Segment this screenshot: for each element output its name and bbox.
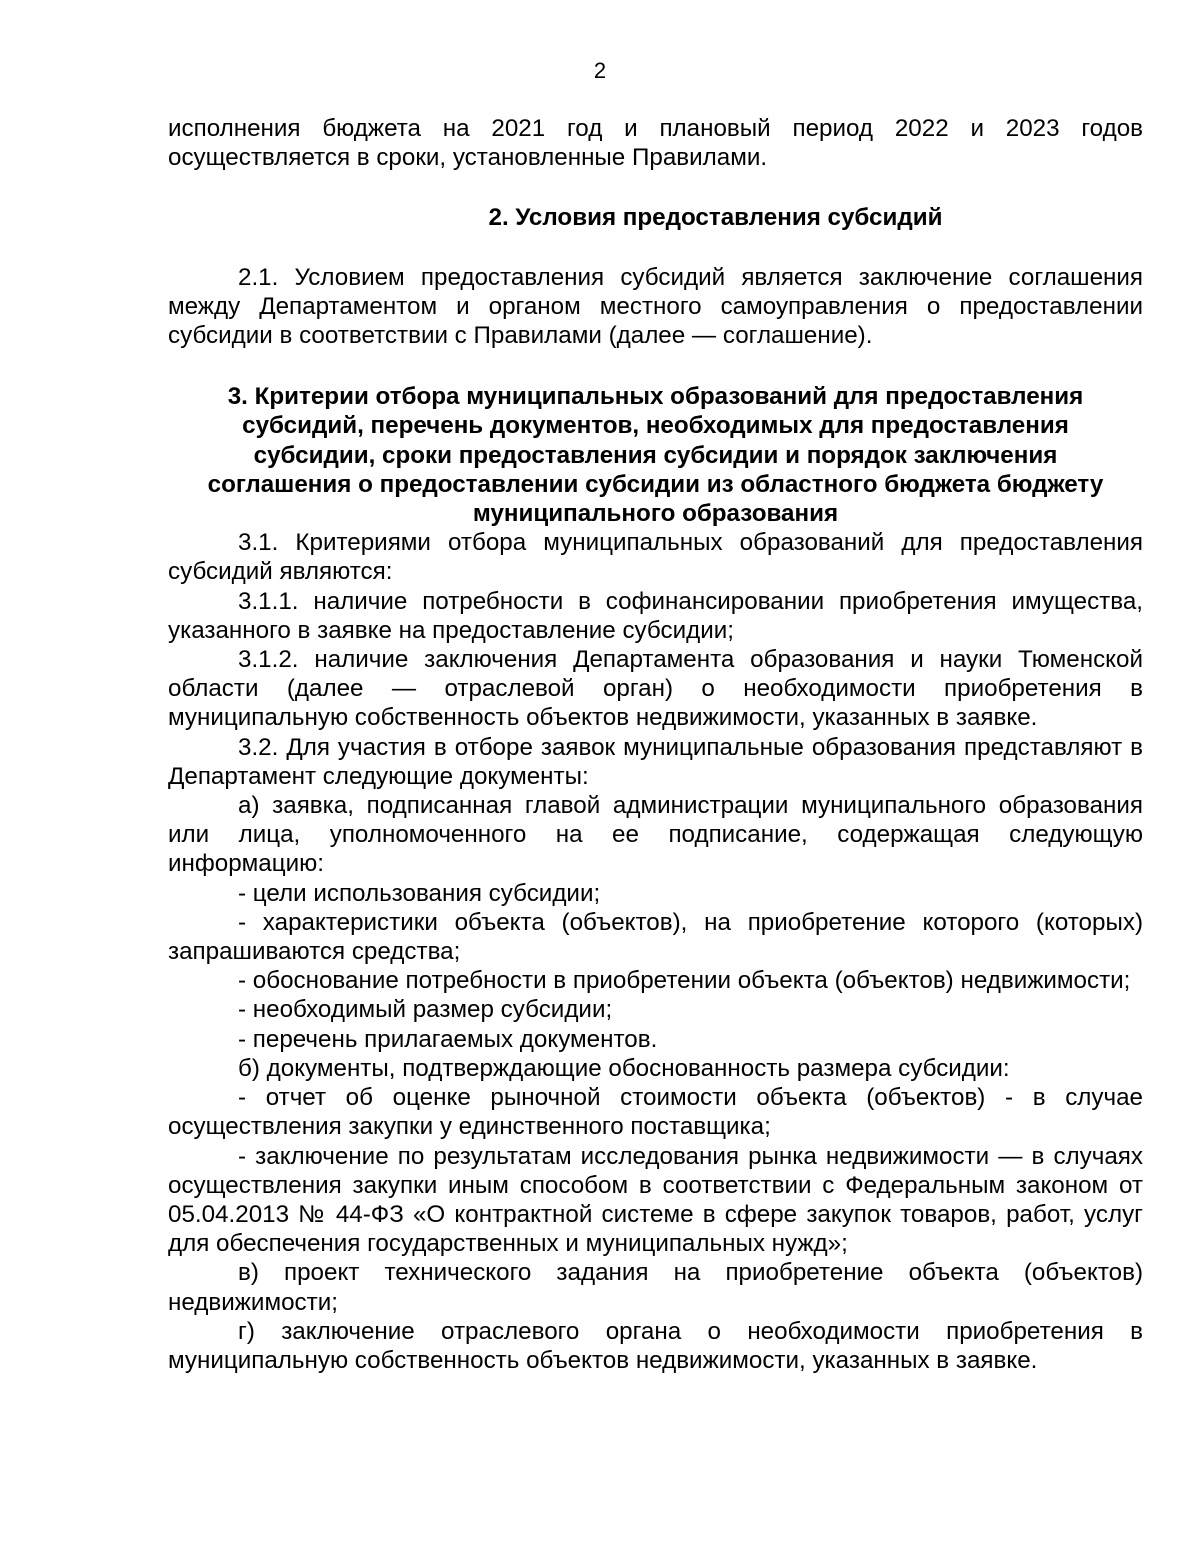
item-a-dash: - характеристики объекта (объектов), на приобретение которого (которых) запрашиваются средства;: [168, 908, 1143, 966]
paragraph-2-1: 2.1. Условием предоставления субсидий является заключение соглашения между Департаментом и органом местного самоуправления о предоставлении субсидии в соответствии с Правилами (далее — соглашение).: [168, 263, 1143, 350]
section-3-heading-line: субсидии, сроки предоставления субсидии и порядок заключения: [253, 441, 1058, 469]
item-v: в) проект технического задания на приобретение объекта (объектов) недвижимости;: [168, 1259, 1143, 1316]
item-a-dash: - обоснование потребности в приобретении объекта (объектов) недвижимости;: [238, 967, 1131, 995]
item-g: г) заключение отраслевого органа о необходимости приобретения в муниципальную собственность объектов недвижимости, указанных в заявке.: [168, 1317, 1143, 1374]
page-number: 2: [593, 58, 607, 83]
intro-paragraph: исполнения бюджета на 2021 год и плановый период 2022 и 2023 годов осуществляется в сроки, установленные Правилами.: [168, 115, 1143, 172]
document-body: [168, 114, 1143, 1375]
paragraph-3-1: 3.1. Критериями отбора муниципальных образований для предоставления субсидий являются:: [168, 529, 1143, 586]
paragraph-3-1-2: 3.1.2. наличие заключения Департамента образования и науки Тюменской области (далее — отраслевой орган) о необходимости приобретения в муниципальную собственность объектов недвижимости, указанных в заявке.: [168, 646, 1143, 732]
item-b-dash: - заключение по результатам исследования рынка недвижимости — в случаях осуществления закупки иным способом в соответствии с Федеральным законом от 05.04.2013 № 44-ФЗ «О контрактной системе в сфере закупок товаров, работ, услуг для обеспечения государственных и муниципальных нужд»;: [168, 1142, 1143, 1258]
section-3-heading-line: муниципального образования: [472, 500, 839, 528]
item-a-dash: - необходимый размер субсидии;: [238, 996, 613, 1024]
item-b: б) документы, подтверждающие обоснованность размера субсидии:: [238, 1054, 1010, 1082]
section-3-heading-line: 3. Критерии отбора муниципальных образований для предоставления: [227, 383, 1084, 411]
section-2-heading: 2. Условия предоставления субсидий: [488, 204, 943, 232]
item-b-dash: - отчет об оценке рыночной стоимости объекта (объектов) - в случае осуществления закупки у единственного поставщика;: [168, 1084, 1143, 1141]
section-3-heading-line: субсидий, перечень документов, необходимых для предоставления: [242, 412, 1069, 440]
paragraph-3-1-1: 3.1.1. наличие потребности в софинансировании приобретения имущества, указанного в заявке на предоставление субсидии;: [168, 587, 1143, 644]
item-a: а) заявка, подписанная главой администрации муниципального образования или лица, уполномоченного на ее подписание, содержащая следующую информацию:: [168, 792, 1143, 878]
paragraph-3-2: 3.2. Для участия в отборе заявок муниципальные образования представляют в Департамент следующие документы:: [168, 733, 1143, 790]
item-a-dash: - перечень прилагаемых документов.: [238, 1025, 658, 1053]
section-3-heading-line: соглашения о предоставлении субсидии из областного бюджета бюджету: [207, 470, 1104, 498]
section-3-heading: [168, 382, 1143, 528]
item-a-dash: - цели использования субсидии;: [238, 879, 601, 907]
